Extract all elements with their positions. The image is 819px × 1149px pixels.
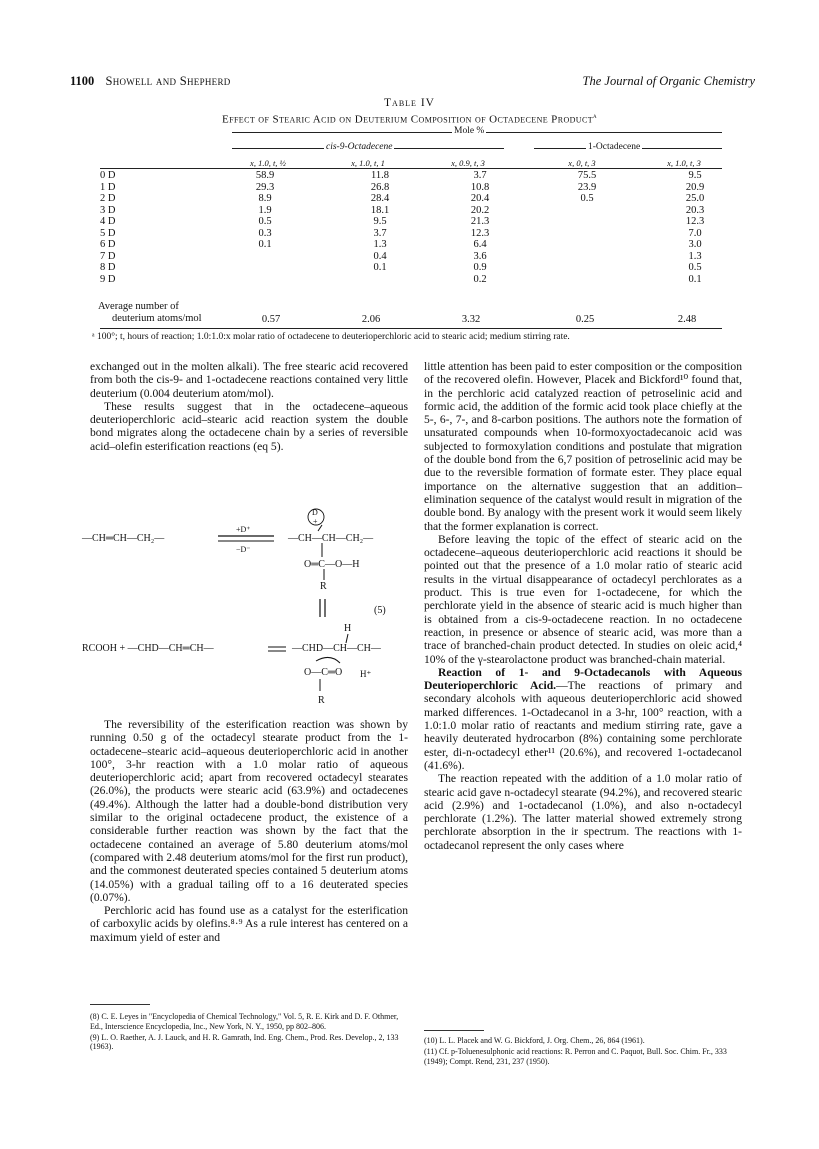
right-refs-rule bbox=[424, 1030, 484, 1031]
table-cell: 28.4 bbox=[370, 193, 390, 204]
ref-10: (10) L. L. Placek and W. G. Bickford, J. Org. Chem., 26, 864 (1961). bbox=[424, 1036, 645, 1045]
col-header-4: x, 0, t, 3 bbox=[568, 158, 596, 168]
table-cell: 6.4 bbox=[473, 239, 487, 250]
left-paragraph-4: Perchloric acid has found use as a catalyst for the esterification of carboxylic acids by olefins.⁸·⁹ As a rule interest has centered on a maximum yield of ester and bbox=[90, 904, 408, 944]
table-cell: 3.7 bbox=[373, 227, 387, 239]
scheme-r-label: R bbox=[320, 581, 327, 592]
left-paragraph-2: These results suggest that in the octadecene–aqueous deuterioperchloric acid–stearic acid reaction system the double bond migrates along the octadecene chain by a series of reversible acid–olefin esterification reactions (eq 5). bbox=[90, 399, 408, 453]
table-row bbox=[88, 205, 746, 217]
table-cell bbox=[200, 251, 330, 263]
scheme-d-label: D bbox=[312, 508, 318, 517]
row-label: 3 D bbox=[100, 204, 116, 216]
right-paragraph-1: little attention has been paid to ester composition or the composition of the recovered olefin. However, Placek and Bickford¹⁰ found that, in the perchloric acid catalyzed reaction of petroselinic acid and formic acid, the addition of the formic acid took place chiefly at the 5-, 6-, 7-, and 8-carbon positions. The authors note the formation of unsaturated compounds when 10-formoxyoctadecanoic acid was subjected to formoxylation conditions and postulate that migration of the double bond from the 6,7 position of petroselinic acid may be due to the reversible formation of formate ester. They place equal importance on the alternative suggestion that an addition–elimination sequence of the catalyst would result in migration of the double bond. By analogy with the present work it would seem likely that the former explanation is correct. bbox=[424, 360, 742, 533]
col-header-5: x, 1.0, t, 3 bbox=[667, 158, 701, 168]
scheme-r-label-2: R bbox=[318, 695, 325, 706]
table-cell: 1.9 bbox=[258, 204, 272, 216]
table-footnote: ᵃ 100°; t, hours of reaction; 1.0:1.0:x molar ratio of octadecene to deuterioperchloric acid to stearic acid; medium stirring rate. bbox=[92, 332, 570, 342]
table-cell bbox=[530, 274, 644, 286]
right-references bbox=[424, 1036, 742, 1067]
right-paragraph-4: The reaction repeated with the addition of a 1.0 molar ratio of stearic acid gave n-octadecyl stearate (94.2%), and recovered stearic acid (2.9%) and 1-octadecanol (1.0%), and also n-octadecyl perchlorate (1.2%). The latter material showed extremely strong perchlorate absorption in the ir spectrum. The reactions with 1-octadecanol represent the only cases where bbox=[424, 772, 742, 852]
row-label: 7 D bbox=[100, 250, 116, 262]
running-header bbox=[70, 74, 755, 92]
scheme-h-plus: H⁺ bbox=[360, 669, 372, 679]
scheme-carbonyl: O═C—O—H bbox=[304, 559, 360, 570]
table-cell: 29.3 bbox=[255, 181, 275, 193]
table-cell: 20.4 bbox=[470, 193, 490, 204]
avg-value: 0.57 bbox=[261, 314, 281, 325]
table-cell: 0.9 bbox=[473, 262, 487, 273]
table-cell: 12.3 bbox=[685, 216, 705, 227]
right-column bbox=[424, 360, 742, 852]
table-cell: 21.3 bbox=[470, 216, 490, 227]
left-paragraph-1: exchanged out in the molten alkali). The free stearic acid recovered from both the cis-9- and 1-octadecene reactions contained very little deuterium (0.004 deuterium atom/mol). bbox=[90, 360, 408, 400]
table-cell: 3.7 bbox=[473, 170, 487, 181]
span-header-mole: Mole % bbox=[454, 126, 485, 136]
table-cell: 0.4 bbox=[373, 250, 387, 262]
table-cell: 20.3 bbox=[685, 204, 705, 216]
scheme-h-label: H bbox=[344, 623, 352, 634]
ref-9: (9) L. O. Raether, A. J. Lauck, and H. R. Gamrath, Ind. Eng. Chem., Prod. Res. Develop., 2, 133 (1963). bbox=[90, 1032, 399, 1052]
header-left bbox=[70, 74, 231, 89]
span-header-1-octadecene: 1-Octadecene bbox=[588, 142, 641, 152]
row-label: 2 D bbox=[100, 193, 116, 204]
col-header-1: x, 1.0, t, ½ bbox=[250, 158, 286, 168]
table-caption-text: Effect of Stearic Acid on Deuterium Composition of Octadecene Product bbox=[221, 113, 593, 126]
table-row bbox=[88, 251, 746, 263]
table-cell bbox=[530, 239, 644, 251]
row-label: 6 D bbox=[100, 239, 116, 250]
table-cell: 7.0 bbox=[688, 227, 702, 239]
left-refs-rule bbox=[90, 1004, 150, 1005]
page-number: 1100 bbox=[70, 74, 95, 88]
row-label: 8 D bbox=[100, 262, 116, 273]
table-cell: 20.2 bbox=[470, 204, 490, 216]
table-cell: 9.5 bbox=[373, 216, 387, 227]
scheme-plus: + bbox=[313, 517, 318, 526]
table-cell: 0.2 bbox=[473, 273, 487, 285]
table-cell bbox=[530, 228, 644, 240]
scheme-minus-d: −D⁻ bbox=[236, 545, 251, 554]
table-cell: 0.1 bbox=[373, 262, 387, 273]
scheme-eq-label: (5) bbox=[374, 605, 386, 616]
table-cell: 25.0 bbox=[685, 193, 705, 204]
table-cell: 9.5 bbox=[688, 170, 702, 181]
table-caption bbox=[0, 112, 819, 126]
table-cell: 1.3 bbox=[373, 239, 387, 250]
left-column-bottom bbox=[90, 718, 408, 944]
row-label: 0 D bbox=[100, 170, 116, 181]
table-cell: 0.5 bbox=[688, 262, 702, 273]
table-cell bbox=[530, 262, 644, 274]
row-label: 4 D bbox=[100, 216, 116, 227]
right-paragraph-2: Before leaving the topic of the effect of stearic acid on the octadecene–aqueous deuterioperchloric acid reactions it should be pointed out that the presence of a 1.0 molar ratio of stearic acid results in the virtual disappearance of octadecyl perchlorates as a product. This is true even for 1-octadecene, for which the perchlorate yield in the absence of stearic acid is much higher than is obtained from a cis-9-octadecene reaction. In no octadecene reaction, in presence or absence of stearic acid, was more than a trace of branched-chain product detected. In studies on oleic acid,⁴ 10% of the γ-stearolactone product was branched-chain material. bbox=[424, 532, 742, 666]
col-header-3: x, 0.9, t, 3 bbox=[451, 158, 485, 168]
table-cell: 0.1 bbox=[258, 239, 272, 250]
table-row bbox=[88, 239, 746, 251]
table-cell bbox=[330, 274, 430, 286]
table-cell bbox=[200, 274, 330, 286]
scheme-left-chain: —CH═CH—CH₂— bbox=[82, 533, 165, 544]
data-table bbox=[88, 170, 746, 285]
table-caption-mark: a bbox=[593, 112, 598, 120]
table-cell: 11.8 bbox=[371, 170, 389, 181]
table-row bbox=[88, 193, 746, 205]
header-bottom-rule bbox=[100, 168, 722, 169]
table-cell bbox=[530, 205, 644, 217]
table-cell: 0.5 bbox=[580, 193, 594, 204]
avg-label-line-2: deuterium atoms/mol bbox=[112, 313, 202, 324]
avg-value: 2.48 bbox=[677, 314, 697, 325]
right-paragraph-3-body: —The reactions of primary and secondary alcohols with aqueous deuterioperchloric acid showed marked differences. 1-Octadecanol in a 3-hr, 100° reaction, with a 1.0:1.0 molar ratio of reactants and medium stirring rate, gave a heavily deuterated hydrocarbon (8%) containing some perchlorate ester, di-n-octadecyl ether¹¹ (20.6%), and recovered 1-octadecanol (41.6%). bbox=[424, 679, 742, 772]
table-cell: 8.9 bbox=[258, 193, 272, 204]
row-label: 1 D bbox=[100, 181, 116, 193]
table-cell: 23.9 bbox=[577, 181, 597, 193]
table-cell: 26.8 bbox=[370, 181, 390, 193]
table-cell: 10.8 bbox=[470, 181, 490, 193]
left-column-top bbox=[90, 360, 408, 453]
row-label: 9 D bbox=[100, 273, 116, 285]
avg-value: 3.32 bbox=[461, 314, 481, 325]
ref-8: (8) C. E. Leyes in "Encyclopedia of Chemical Technology," Vol. 5, R. E. Kirk and D. F. Othmer, Ed., Interscience Encyclopedia, Inc., New York, N. Y., 1950, pp 802–806. bbox=[90, 1012, 399, 1031]
section-heading: Reaction of 1- and 9-Octadecanols with Aqueous Deuterioperchloric Acid. bbox=[424, 665, 742, 693]
table-cell: 0.3 bbox=[258, 227, 272, 239]
scheme-bottom-product: —CHD—CH—CH— bbox=[292, 643, 381, 654]
table-cell: 3.6 bbox=[473, 250, 487, 262]
table-row bbox=[88, 170, 746, 182]
table-cell: 0.1 bbox=[688, 273, 702, 285]
header-authors: Showell and Shepherd bbox=[105, 74, 231, 88]
table-cell: 1.3 bbox=[688, 250, 702, 262]
scheme-bottom-left: RCOOH + —CHD—CH═CH— bbox=[82, 643, 214, 654]
table-cell: 12.3 bbox=[470, 227, 490, 239]
table-bottom-rule bbox=[100, 328, 722, 329]
span-header-cis: cis-9-Octadecene bbox=[326, 142, 393, 152]
table-cell bbox=[530, 251, 644, 263]
avg-label-line-1: Average number of bbox=[98, 301, 179, 312]
table-cell: 58.9 bbox=[255, 170, 275, 181]
table-cell: 3.0 bbox=[688, 239, 702, 250]
ref-11: (11) Cf. p-Toluenesulphonic acid reactions: R. Perron and C. Paquot, Bull. Soc. Chim. Fr., 333 (1949); Compt. Rend, 231, 237 (1950). bbox=[424, 1046, 727, 1066]
table-cell bbox=[530, 216, 644, 228]
col-header-2: x, 1.0, t, 1 bbox=[351, 158, 385, 168]
row-label: 5 D bbox=[100, 227, 116, 239]
scheme-top-product: —CH—CH—CH₂— bbox=[288, 533, 374, 544]
table-cell: 20.9 bbox=[685, 181, 705, 193]
avg-value: 0.25 bbox=[575, 314, 595, 325]
right-paragraph-3 bbox=[424, 666, 742, 772]
table-cell: 0.5 bbox=[258, 216, 272, 227]
reaction-scheme-eq5 bbox=[78, 503, 408, 713]
avg-value: 2.06 bbox=[361, 314, 381, 325]
scheme-bottom-ester: O—C═O bbox=[304, 667, 343, 678]
table-cell: 75.5 bbox=[577, 170, 597, 181]
table-row bbox=[88, 274, 746, 286]
scheme-svg bbox=[78, 503, 408, 713]
scheme-plus-d: +D⁺ bbox=[236, 525, 251, 534]
table-cell bbox=[200, 262, 330, 274]
table-row bbox=[88, 228, 746, 240]
table-row bbox=[88, 262, 746, 274]
avg-label bbox=[98, 301, 202, 325]
table-cell: 18.1 bbox=[370, 204, 390, 216]
left-paragraph-3: The reversibility of the esterification reaction was shown by running 0.50 g of the octadecyl stearate product from the 1-octadecene–stearic acid–aqueous deuterioperchloric acid in another 100°, 3-hr reaction with a 1.0 molar ratio of aqueous deuterioperchloric acid; apart from recovered octadecyl stearates (26.0%), the products were stearic acid (63.9%) and octadecenes (49.4%). Although the latter had a double-bond distribution very similar to the original octadecene product, the existence of a considerable further reaction was shown by the fact that the octadecene contained an average of 5.80 deuterium atoms/mol (compared with 2.48 deuterium atoms/mol for the first run product), and the commonest deuterated species contained 5 deuterium atoms (14.05%) with a gradual tailing off to a 16 deuterated species (0.07%). bbox=[90, 718, 408, 904]
table-row bbox=[88, 216, 746, 228]
table-title: Table IV bbox=[384, 97, 435, 109]
journal-name: The Journal of Organic Chemistry bbox=[582, 74, 755, 88]
table-row bbox=[88, 182, 746, 194]
left-references bbox=[90, 1012, 408, 1053]
